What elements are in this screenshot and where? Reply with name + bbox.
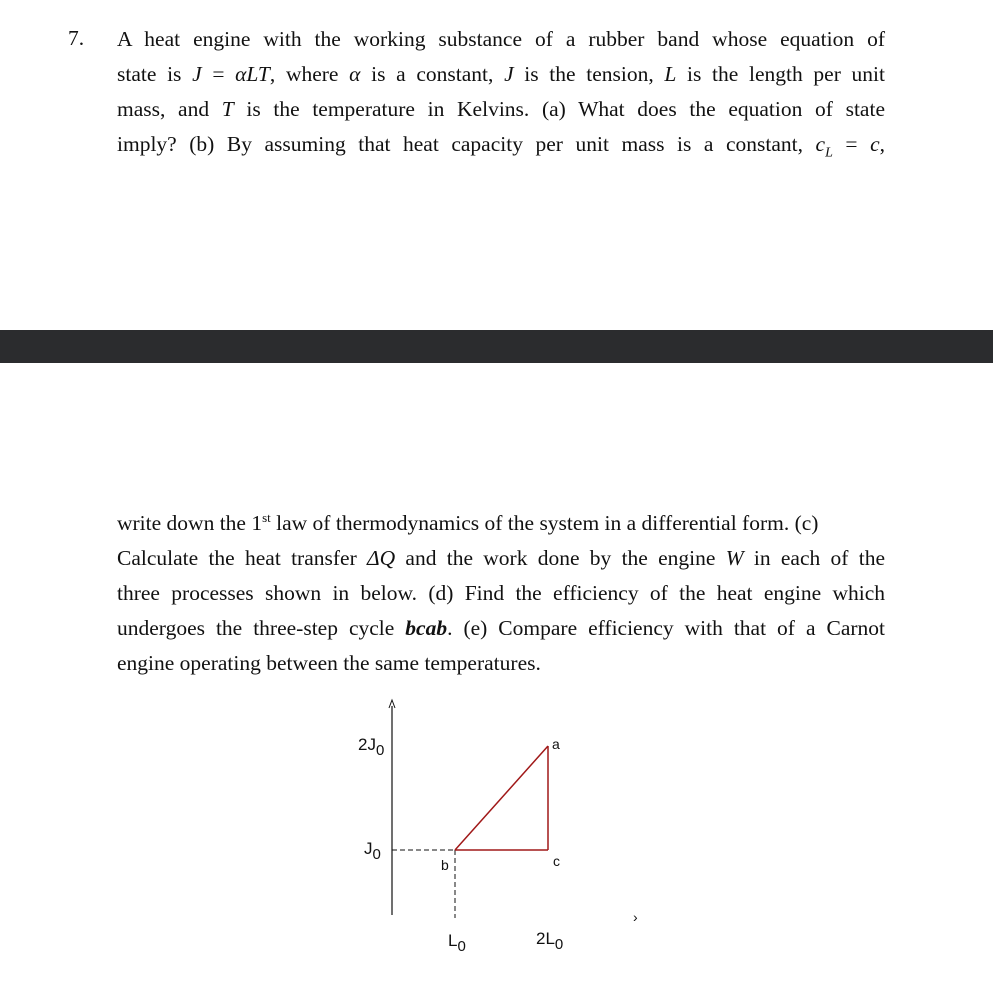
question-line-2: state is J = αLT, where α is a constant, J is the tension, L is the length per unit [117, 62, 885, 86]
process-ab [455, 746, 548, 850]
question-line-3: mass, and T is the temperature in Kelvins. (a) What does the equation of state [117, 97, 885, 121]
label-l0: L0 [448, 931, 466, 955]
question-line-8: undergoes the three-step cycle bcab. (e) Compare efficiency with that of a Carnot [117, 616, 885, 640]
question-line-1: A heat engine with the working substance of a rubber band whose equation of [117, 27, 885, 51]
label-2j0: 2J0 [358, 735, 385, 759]
label-2l0: 2L0 [536, 929, 564, 953]
question-line-4: imply? (b) By assuming that heat capacity per unit mass is a constant, $c_L = c$, [117, 132, 885, 161]
point-c-label: c [553, 853, 560, 869]
question-line-5: write down the 1st law of thermodynamics of the system in a differential form. (c) [117, 510, 819, 535]
question-number: 7. [68, 26, 85, 50]
label-j0: J0 [364, 839, 381, 863]
point-a-label: a [552, 736, 560, 752]
question-line-9: engine operating between the same temperatures. [117, 651, 541, 675]
question-line-7: three processes shown in below. (d) Find the efficiency of the heat engine which [117, 581, 885, 605]
point-b-label: b [441, 857, 449, 873]
question-line-6: Calculate the heat transfer ΔQ and the work done by the engine W in each of the [117, 546, 885, 570]
stray-mark: › [633, 909, 638, 925]
